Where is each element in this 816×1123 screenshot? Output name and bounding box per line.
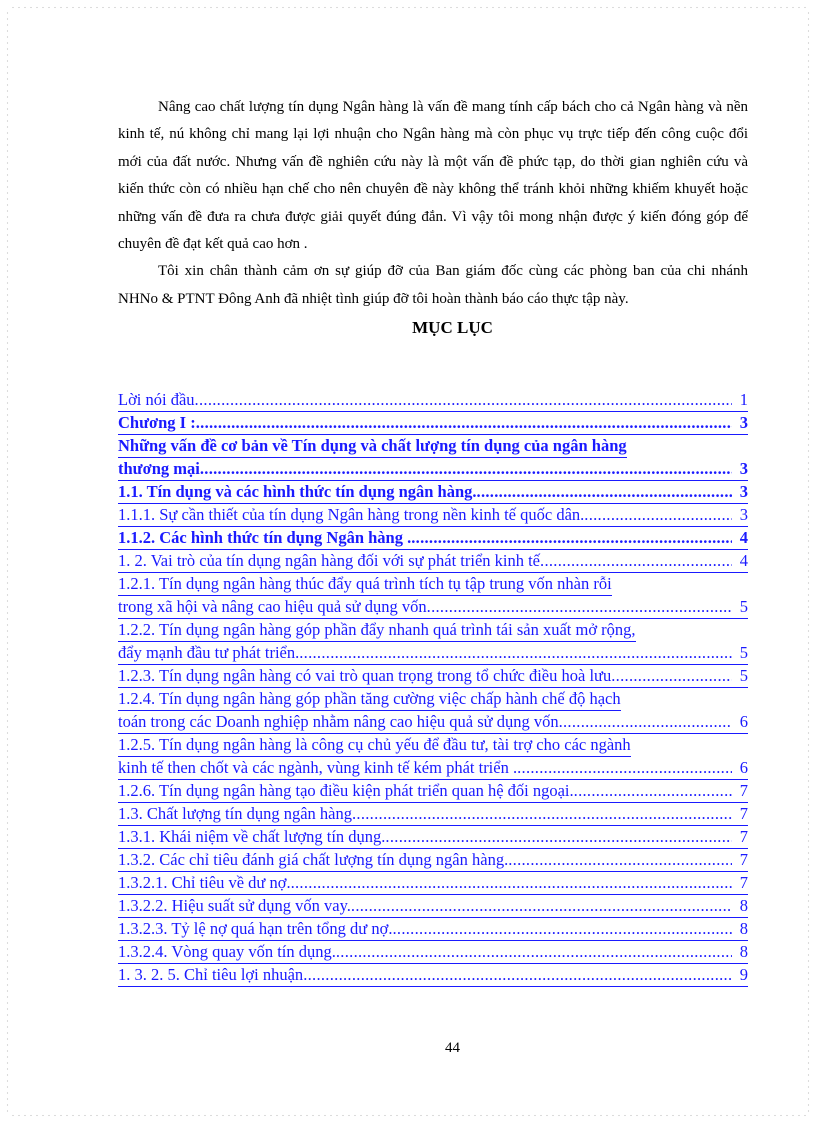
toc-leader-dots — [351, 895, 732, 917]
page-border-top — [10, 6, 806, 9]
toc-entry-text: kinh tế then chốt và các ngành, vùng kinh tế kém phát triển . — [118, 758, 518, 777]
toc-page-number: 5 — [739, 666, 748, 685]
toc-page-number: 3 — [739, 413, 748, 432]
toc-leader-dots — [291, 872, 732, 894]
toc-leader-dots — [584, 504, 731, 526]
toc-entry[interactable] — [118, 435, 748, 481]
toc-entry-text: 1.1.1. Sự cần thiết của tín dụng Ngân hàng trong nền kinh tế quốc dân. — [118, 505, 585, 524]
toc-entry[interactable] — [118, 619, 748, 665]
toc-entry-text: 1. 3. 2. 5. Chỉ tiêu lợi nhuận — [118, 965, 304, 984]
toc-entry[interactable] — [118, 665, 748, 688]
toc-entry[interactable] — [118, 803, 748, 826]
toc-entry-text-line1: 1.2.2. Tín dụng ngân hàng góp phần đẩy nhanh quá trình tái sản xuất mở rộng, — [118, 619, 636, 642]
toc-entry-text: 1.3.2.3. Tỷ lệ nợ quá hạn trên tổng dư nợ. — [118, 919, 393, 938]
toc-leader-dots — [200, 458, 732, 480]
toc-leader-dots — [427, 596, 732, 618]
toc-page-number: 8 — [739, 919, 748, 938]
toc-entry[interactable] — [118, 573, 748, 619]
toc-entry-line2 — [118, 642, 748, 664]
toc-leader-dots — [574, 780, 732, 802]
toc-leader-dots — [196, 412, 732, 434]
toc-entry-text: trong xã hội và nâng cao hiệu quả sử dụng vốn — [118, 597, 427, 616]
toc-leader-dots — [411, 527, 732, 549]
toc-page-number: 3 — [739, 459, 748, 478]
toc-page-number: 8 — [739, 896, 748, 915]
toc-entry-text-line1: Những vấn đề cơ bản về Tín dụng và chất lượng tín dụng của ngân hàng — [118, 435, 627, 458]
toc-leader-dots — [303, 964, 732, 986]
toc-page-number: 9 — [739, 965, 748, 984]
toc-entry-text-line1: 1.2.1. Tín dụng ngân hàng thúc đẩy quá trình tích tụ tập trung vốn nhàn rỗi — [118, 573, 612, 596]
toc-page-number: 8 — [739, 942, 748, 961]
toc-page-number: 6 — [739, 758, 748, 777]
toc-entry-text: 1.1. Tín dụng và các hình thức tín dụng ngân hàng. — [118, 482, 477, 501]
toc-page-number: 4 — [739, 528, 748, 547]
toc-page-number: 7 — [739, 850, 748, 869]
page-border-left — [6, 10, 9, 1113]
toc-entry-text: 1. 2. Vai trò của tín dụng ngân hàng đối với sự phát triển kinh tế — [118, 551, 541, 570]
toc-title: MỤC LỤC — [412, 318, 493, 337]
toc-entry[interactable] — [118, 849, 748, 872]
toc-entry-text: 1.1.2. Các hình thức tín dụng Ngân hàng . — [118, 528, 412, 547]
toc-entry[interactable] — [118, 550, 748, 573]
toc-page-number: 7 — [739, 873, 748, 892]
toc-entry-text: đẩy mạnh đầu tư phát triển. — [118, 643, 300, 662]
toc-page-number: 3 — [739, 505, 748, 524]
toc-page-number: 3 — [739, 482, 748, 501]
toc-page-number: 6 — [739, 712, 748, 731]
toc-entry-text: thương mại — [118, 459, 200, 478]
table-of-contents — [118, 389, 748, 987]
toc-leader-dots — [477, 481, 732, 503]
toc-entry-text: 1.3.2. Các chỉ tiêu đánh giá chất lượng tín dụng ngân hàng. — [118, 850, 509, 869]
page-border-bottom — [10, 1114, 806, 1117]
toc-entry-text-line1: 1.2.4. Tín dụng ngân hàng góp phần tăng cường việc chấp hành chế độ hạch — [118, 688, 621, 711]
toc-leader-dots — [508, 849, 732, 871]
toc-entry-line2 — [118, 711, 748, 733]
toc-entry[interactable] — [118, 412, 748, 435]
toc-leader-dots — [385, 826, 731, 848]
toc-entry-text: toán trong các Doanh nghiệp nhằm nâng cao hiệu quả sử dụng vốn — [118, 712, 559, 731]
toc-leader-dots — [611, 665, 732, 687]
page-border-right — [807, 10, 810, 1113]
toc-entry-line2 — [118, 757, 748, 779]
page-number: 44 — [445, 1040, 460, 1056]
toc-leader-dots — [392, 918, 731, 940]
toc-page-number: 5 — [739, 597, 748, 616]
toc-entry[interactable] — [118, 481, 748, 504]
intro-text — [118, 94, 748, 313]
toc-leader-dots — [352, 803, 732, 825]
toc-entry[interactable] — [118, 389, 748, 412]
toc-page-number: 7 — [739, 804, 748, 823]
intro-paragraph-2: Tôi xin chân thành cảm ơn sự giúp đỡ của Ban giám đốc cùng các phòng ban của chi nhánh NHNo & PTNT Đông Anh đã nhiệt tình giúp đỡ tôi hoàn thành báo cáo thực tập này. — [118, 263, 748, 307]
toc-entry-text: 1.3.2.1. Chỉ tiêu về dư nợ. — [118, 873, 291, 892]
toc-page-number: 7 — [739, 827, 748, 846]
toc-entry-line2 — [118, 596, 748, 618]
toc-entry[interactable] — [118, 964, 748, 987]
toc-leader-dots — [195, 389, 732, 411]
toc-page-number: 7 — [739, 781, 748, 800]
toc-page-number: 4 — [739, 551, 748, 570]
toc-entry[interactable] — [118, 918, 748, 941]
toc-entry-text: Chương I : — [118, 413, 196, 432]
toc-entry-text: 1.3. Chất lượng tín dụng ngân hàng — [118, 804, 352, 823]
toc-entry[interactable] — [118, 688, 748, 734]
toc-entry[interactable] — [118, 734, 748, 780]
toc-entry-line2 — [118, 458, 748, 480]
toc-entry-text: 1.2.3. Tín dụng ngân hàng có vai trò quan trọng trong tổ chức điều hoà lưu — [118, 666, 612, 685]
toc-entry[interactable] — [118, 780, 748, 803]
toc-entry[interactable] — [118, 895, 748, 918]
toc-leader-dots — [336, 941, 732, 963]
toc-entry-text: 1.3.2.4. Vòng quay vốn tín dụng. — [118, 942, 336, 961]
toc-leader-dots — [299, 642, 732, 664]
toc-entry-text: Lời nói đầu — [118, 390, 195, 409]
toc-entry[interactable] — [118, 941, 748, 964]
toc-page-number: 5 — [739, 643, 748, 662]
toc-entry-text: 1.2.6. Tín dụng ngân hàng tạo điều kiện phát triển quan hệ đối ngoại. — [118, 781, 574, 800]
toc-leader-dots — [517, 757, 732, 779]
toc-page-number: 1 — [739, 390, 748, 409]
toc-entry-text-line1: 1.2.5. Tín dụng ngân hàng là công cụ chủ yếu để đầu tư, tài trợ cho các ngành — [118, 734, 631, 757]
toc-entry-text: 1.3.1. Khái niệm về chất lượng tín dụng. — [118, 827, 386, 846]
toc-entry[interactable] — [118, 826, 748, 849]
toc-entry[interactable] — [118, 527, 748, 550]
toc-leader-dots — [540, 550, 732, 572]
toc-entry[interactable] — [118, 504, 748, 527]
toc-entry-text: 1.3.2.2. Hiệu suất sử dụng vốn vay. — [118, 896, 351, 915]
toc-leader-dots — [559, 711, 732, 733]
intro-paragraph-1: Nâng cao chất lượng tín dụng Ngân hàng là vấn đề mang tính cấp bách cho cả Ngân hàng và nền kinh tế, nú không chỉ mang lại lợi nhuận cho Ngân hàng mà còn phục vụ trực tiếp đến công cuộc đổi mới của đất nước. Nhưng vấn đề nghiên cứu này là một vấn đề phức tạp, do thời gian nghiên cứu và kiến thức còn có nhiều hạn chế cho nên chuyên đề này không thể tránh khỏi những khiếm khuyết hoặc những vấn đề đưa ra chưa được giải quyết đúng đắn. Vì vậy tôi mong nhận được ý kiến đóng góp để chuyên đề đạt kết quả cao hơn . — [118, 99, 748, 253]
toc-entry[interactable] — [118, 872, 748, 895]
